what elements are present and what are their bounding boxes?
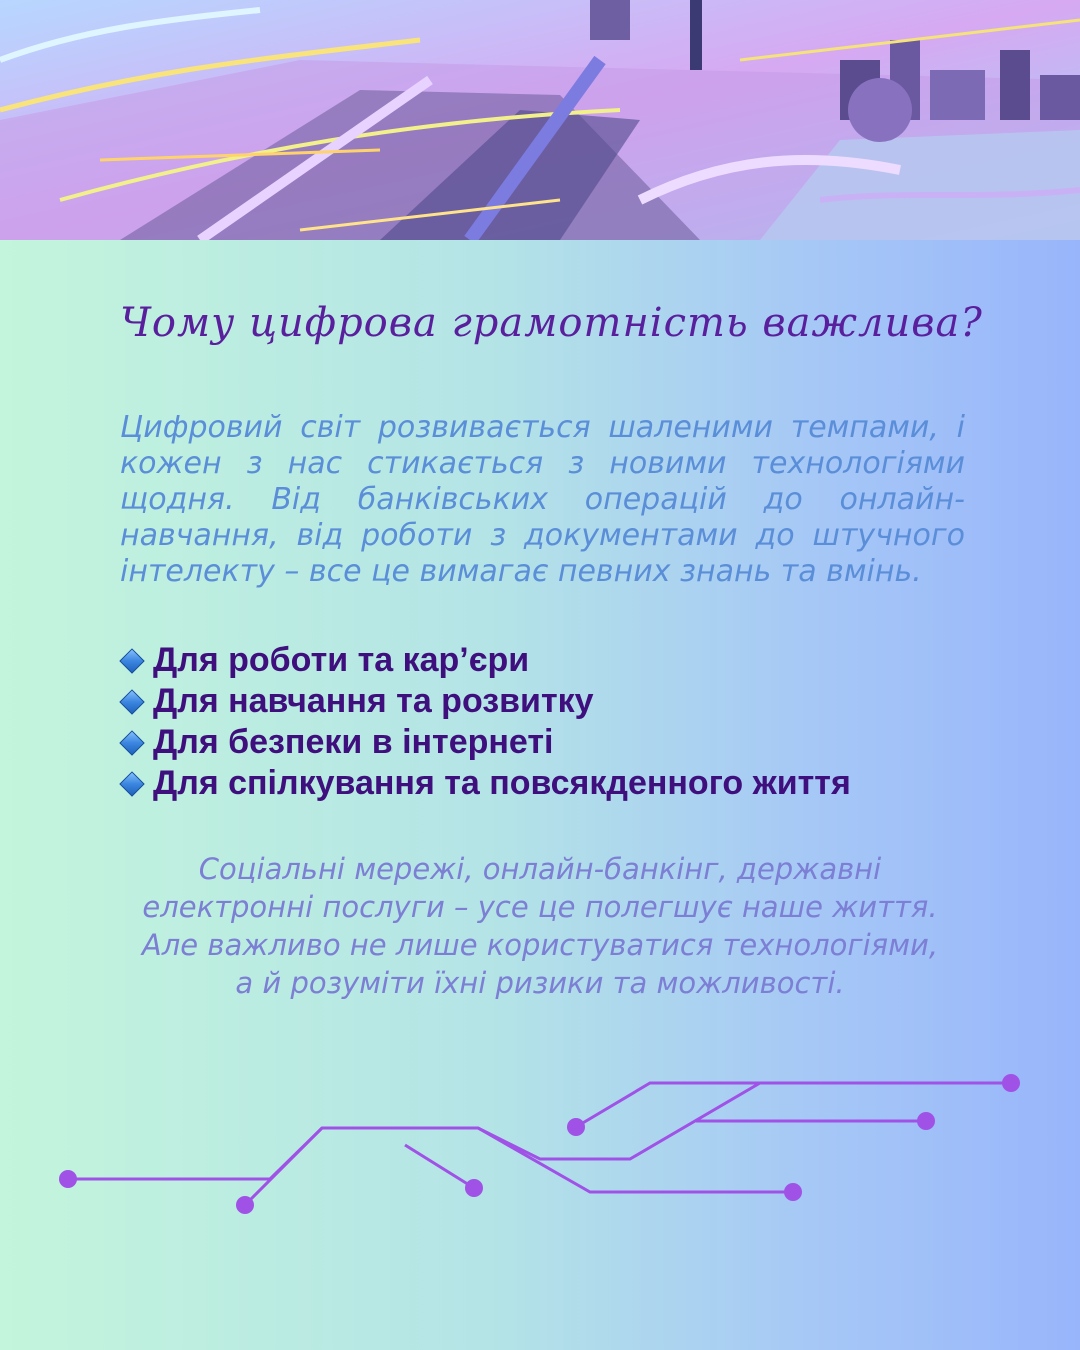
reason-label: Для навчання та розвитку: [153, 682, 594, 720]
blue-diamond-icon: [119, 648, 144, 673]
list-item: [115, 763, 1045, 804]
list-item: [115, 640, 1045, 681]
blue-diamond-icon: [119, 771, 144, 796]
list-item: [115, 722, 1045, 763]
city-illustration: [0, 0, 1080, 240]
outro-paragraph: Соціальні мережі, онлайн-банкінг, державні електронні послуги – усе це полегшує наше життя. Але важливо не лише користуватися технологіями, а й розуміти їхні ризики та можливості.: [141, 852, 939, 1000]
page-title: Чому цифрова грамотність важлива?: [120, 300, 983, 346]
intro-paragraph: Цифровий світ розвивається шаленими темпами, і кожен з нас стикається з новими технологіями щодня. Від банківських операцій до онлайн-навчання, від роботи з документами до штучного інтелекту – все це вимагає певних знань та вмінь.: [120, 410, 965, 589]
blue-diamond-icon: [119, 689, 144, 714]
circuit-lines-decoration: [0, 1060, 1080, 1220]
reason-label: Для роботи та кар’єри: [153, 641, 530, 679]
reason-label: Для спілкування та повсякденного життя: [153, 764, 851, 802]
list-item: [115, 681, 1045, 722]
reasons-list: [115, 640, 1045, 804]
blue-diamond-icon: [119, 730, 144, 755]
reason-label: Для безпеки в інтернеті: [153, 723, 554, 761]
